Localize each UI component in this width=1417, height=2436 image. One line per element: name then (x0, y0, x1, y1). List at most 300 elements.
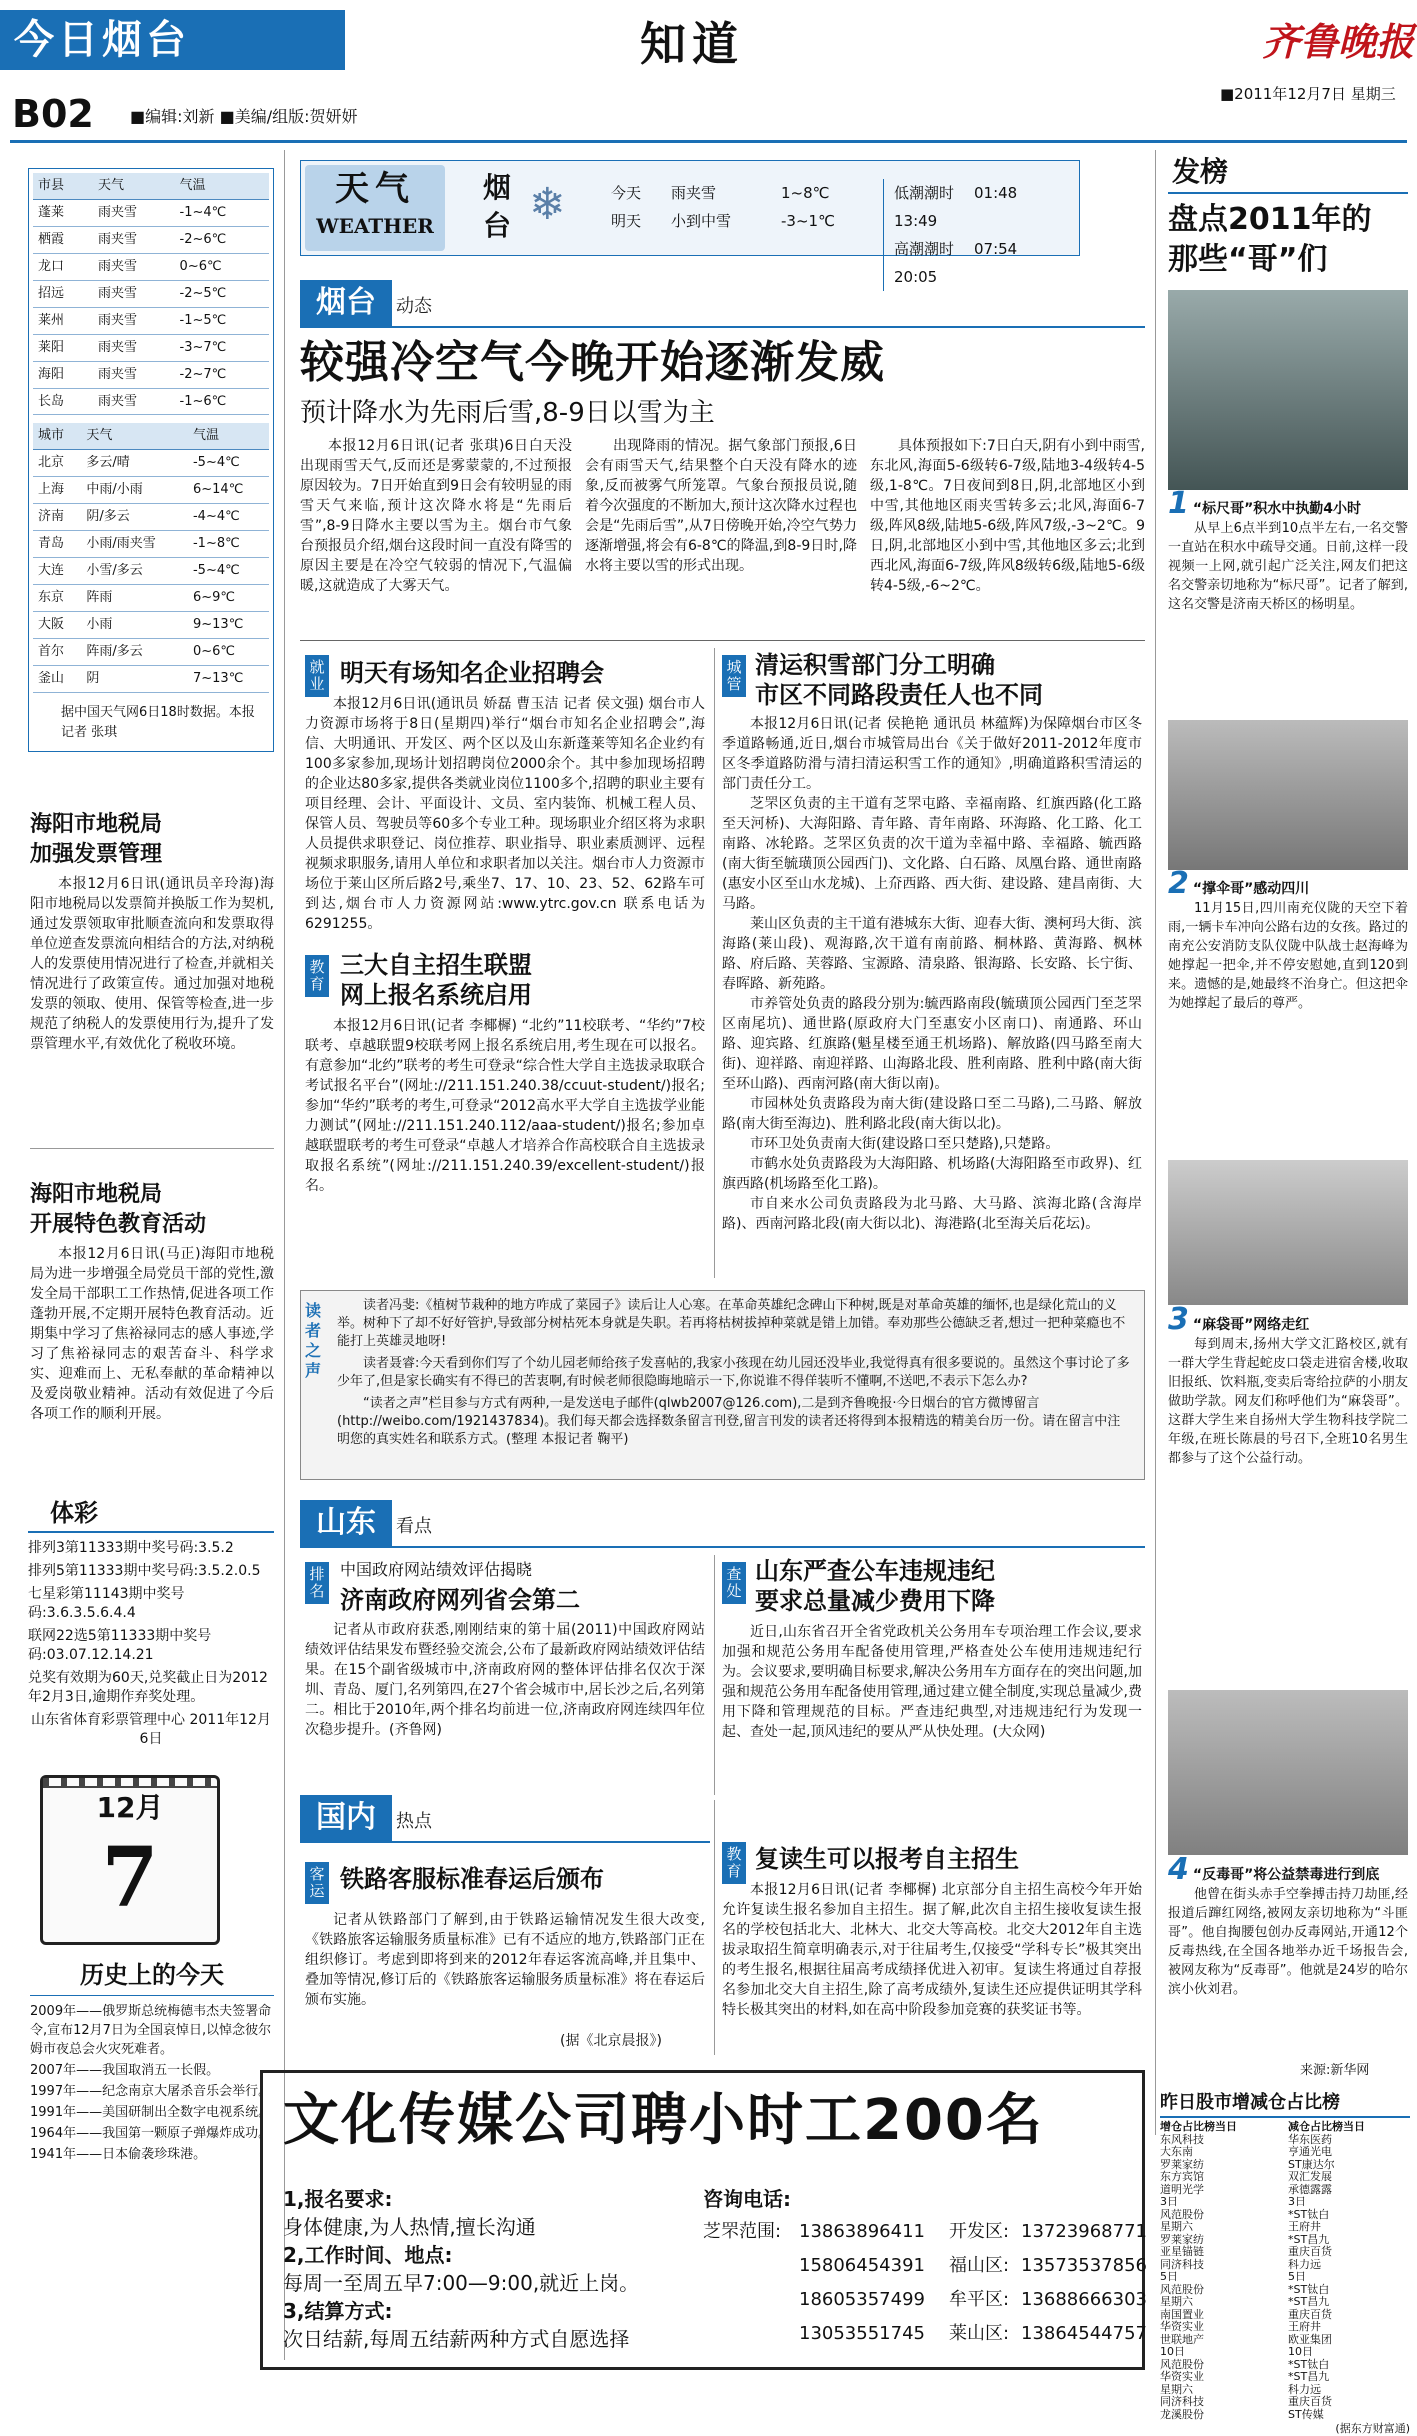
fabang-item-1 (1168, 486, 1408, 614)
job-tag: 就业 (305, 655, 329, 697)
table-cell: 上海 (33, 477, 81, 504)
history-item: 2009年——俄罗斯总统梅德韦杰夫签署命令,宣布12月7日为全国哀悼日,以悼念彼尔姆市夜总会火灾死难者。 (30, 2004, 272, 2057)
voice-body (337, 1297, 1133, 1453)
divider (714, 648, 715, 1278)
fabang-item-title (1168, 1852, 1408, 1887)
stocks-box (1160, 2090, 1410, 2435)
snow-tag: 城管 (722, 655, 746, 697)
calendar-rings (43, 1778, 217, 1788)
table-row (33, 226, 269, 253)
tax2-body: 本报12月6日讯(马正)海阳市地税局为进一步增强全局党员干部的党性,激发全局干部职工工作热情,促进各项工作蓬勃开展,不定期开展特色教育活动。近期集中学习了焦裕禄同志的感人事迹,学习了焦裕禄同志的艰苦奋斗、科学求实、迎难而上、无私奉献的革命精神以及爱岗敬业精神。活动有效促进了今后各项工作的顺利开展。 (30, 1246, 274, 1422)
table-cell: 大阪 (33, 612, 81, 639)
stock-item: 华资实业 (1160, 2370, 1204, 2383)
tide-cell: 高潮潮时 (894, 240, 955, 258)
stock-item: *ST钛白 (1288, 2282, 1330, 2296)
yantai-col2: 出现降雨的情况。据气象部门预报,6日会有雨雪天气,结果整个白天没有降水的迹象,反而被雾气所笼罩。气象台预报员说,随着今次强度的不断加大,预计这次降水过程也会是“先雨后雪”,从7日傍晚开始,冷空气势力逐渐增强,将会有6-8℃的降温,到8-9日时,降水将主要以雪的形式出现。 (585, 438, 857, 574)
stock-item: 罗莱家纺 (1160, 2232, 1204, 2246)
fabang-item-heading: “标尺哥”积水中执勤4小时 (1192, 501, 1362, 517)
table-row (33, 388, 269, 415)
stock-item: 亨通光电 (1288, 2145, 1332, 2158)
ad-phone-row (703, 2215, 1147, 2249)
car-title2: 要求总量减少费用下降 (755, 1587, 995, 1615)
table-cell: -5~4℃ (188, 450, 269, 477)
col-header: 市县 (33, 173, 93, 199)
city-weather-body (33, 450, 269, 692)
table-cell: 大连 (33, 558, 81, 585)
table-row (33, 334, 269, 361)
forecast-cell: -3~1℃ (781, 212, 835, 230)
table-row (33, 665, 269, 692)
stock-item: 星期六 (1160, 2295, 1193, 2308)
stock-item: 科力远 (1288, 2382, 1321, 2396)
forecast-row (611, 179, 871, 207)
tide-cell: 13:49 (894, 212, 938, 230)
lottery-item: 七星彩第11143期中奖号码:3.6.3.5.6.4.4 (28, 1586, 185, 1621)
county-weather-body (33, 199, 269, 415)
weather-source-note: 据中国天气网6日18时数据。本报记者 张琪 (61, 704, 255, 740)
section-label: 烟台 (300, 280, 392, 326)
ad-item: 次日结薪,每周五结薪两种方式自愿选择 (283, 2327, 630, 2351)
voice-paragraph: 读者聂睿:今天看到你们写了个幼儿园老师给孩子发喜帖的,我家小孩现在幼儿园还没毕业,我觉得真有很多要说的。虽然这个事讨论了多少年了,但是家长确实有不得已的苦衷啊,有时候老师很隐晦地暗示一下,你说谁不得佯装听不懂啊,不送吧,不表示下怎么办? (337, 1356, 1130, 1389)
edu-title2: 网上报名系统启用 (340, 981, 532, 1009)
section-sub: 热点 (396, 1811, 432, 1832)
yantai-subhead: 预计降水为先雨后雪,8-9日以雪为主 (300, 398, 715, 428)
ad-phone-row (703, 2283, 1147, 2317)
stock-item: 华东医药 (1288, 2132, 1332, 2146)
table-cell: 莱阳 (33, 334, 93, 361)
stock-item: 王府井 (1288, 2320, 1321, 2333)
table-cell: -2~5℃ (175, 280, 269, 307)
fabang-item-body: 11月15日,四川南充仪陇的天空下着雨,一辆卡车冲向公路右边的女孩。路过的南充公安消防支队仪陇中队战士赵海峰为她撑起一把伞,并不停安慰她,直到120到来。遗憾的是,她最终不治身亡。但这把伞为她撑起了最后的尊严。 (1168, 901, 1408, 1011)
section-sub: 看点 (396, 1516, 432, 1537)
table-cell: 中雨/小雨 (81, 477, 188, 504)
table-cell: 阴 (81, 665, 188, 692)
fabang-item-2 (1168, 866, 1408, 1013)
ad-phone-cell: 13053551745 (799, 2323, 925, 2344)
stock-item: 星期六 (1160, 2382, 1193, 2396)
stock-item: 东方宾馆 (1160, 2170, 1204, 2183)
stock-item: 风范股份 (1160, 2207, 1204, 2221)
table-row (33, 638, 269, 665)
history-item: 1964年——我国第一颗原子弹爆炸成功。 (30, 2126, 272, 2141)
tax1-title1: 海阳市地税局 (30, 812, 163, 837)
tax1-body: 本报12月6日讯(通讯员辛玲海)海阳市地税局以发票简并换版工作为契机,通过发票领取审批顺查流向和发票取得单位逆查发票流向相结合的方法,对纳税人的发票使用情况进行了检查,并就相关情况进行了政策宣传。通过加强对地税发票的领取、使用、保管等检查,进一步规范了纳税人的发票使用行为,提升了发票管理水平,有效优化了税收环境。 (30, 876, 274, 1052)
lottery-item: 排列5第11333期中奖号码:3.5.2.0.5 (28, 1563, 261, 1579)
rank-kicker: 中国政府网站绩效评估揭晓 (340, 1560, 533, 1579)
history-title: 历史上的今天 (30, 1955, 274, 1996)
lottery-item: 联网22选5第11333期中奖号码:03.07.12.14.21 (28, 1628, 212, 1663)
weather-badge (305, 165, 445, 251)
voice-paragraph: “读者之声”栏目参与方式有两种,一是发送电子邮件(qlwb2007@126.com),二是到齐鲁晚报·今日烟台的官方微博留言(http://weibo.com/1921437834)。我们每天都会选择数条留言刊登,留言刊发的读者还将得到本报精选的精美台历一份。请在留言中注明您的真实姓名和联系方式。(整理 本报记者 鞠平) (337, 1396, 1121, 1447)
fabang-item-title (1168, 486, 1408, 521)
stock-item: 大东南 (1160, 2145, 1193, 2158)
stocks-col2-head: 减仓占比榜当日 (1288, 2120, 1365, 2133)
table-cell: 雨夹雪 (93, 334, 175, 361)
fabang-item-number: 3 (1168, 1302, 1189, 1337)
photo-police (1168, 290, 1408, 490)
stock-item: 重庆百货 (1288, 2395, 1332, 2408)
header-title: 今日烟台 (14, 17, 190, 63)
stock-item: 同济科技 (1160, 2395, 1204, 2408)
fabang-source: 来源:新华网 (1300, 2063, 1370, 2078)
ad-phone-cell: 13863896411 (799, 2221, 925, 2242)
table-cell: 7~13℃ (188, 665, 269, 692)
table-row (33, 280, 269, 307)
rail-title: 铁路客服标准春运后颁布 (340, 1865, 604, 1893)
ad-requirements (283, 2185, 639, 2353)
forecast-cell: 明天 (611, 212, 642, 230)
table-cell: 阵雨/多云 (81, 638, 188, 665)
stock-item: 科力远 (1288, 2257, 1321, 2271)
tide-row (894, 179, 1079, 235)
history-box (30, 1955, 274, 2166)
table-cell: -5~4℃ (188, 558, 269, 585)
stock-item: 风范股份 (1160, 2282, 1204, 2296)
stock-item: 龙溪股份 (1160, 2407, 1204, 2421)
calendar-month: 12月 (96, 1791, 164, 1824)
table-row (33, 307, 269, 334)
table-cell: 龙口 (33, 253, 93, 280)
table-cell: 招远 (33, 280, 93, 307)
ad-item: 身体健康,为人热情,擅长沟通 (283, 2215, 536, 2239)
section-sub: 动态 (396, 296, 432, 317)
stock-item: *ST昌九 (1288, 2370, 1330, 2383)
retake-title: 复读生可以报考自主招生 (755, 1845, 1019, 1873)
fabang-item-body: 每到周末,扬州大学文汇路校区,就有一群大学生背起蛇皮口袋走进宿舍楼,收取旧报纸、饮料瓶,变卖后寄给拉萨的小朋友做助学款。网友们称呼他们为“麻袋哥”。这群大学生来自扬州大学生物科技学院二年级,在班长陈晨的号召下,全班10名男生都参与了这个公益行动。 (1168, 1337, 1408, 1466)
history-item: 1997年——纪念南京大屠杀音乐会举行。 (30, 2084, 272, 2099)
table-cell: 东京 (33, 585, 81, 612)
section-label: 山东 (300, 1500, 392, 1546)
table-row (33, 253, 269, 280)
stock-item: 华资实业 (1160, 2320, 1204, 2333)
table-cell: 栖霞 (33, 226, 93, 253)
history-list (30, 2002, 274, 2164)
photo-students (1168, 1160, 1408, 1305)
table-cell: 雨夹雪 (93, 280, 175, 307)
fabang-item-heading: “撑伞哥”感动四川 (1192, 881, 1310, 897)
table-row (33, 531, 269, 558)
table-cell: 雨夹雪 (93, 253, 175, 280)
table-row (33, 585, 269, 612)
fabang-item-heading: “反毒哥”将公益禁毒进行到底 (1192, 1867, 1380, 1883)
table-row (33, 361, 269, 388)
table-cell: -2~7℃ (175, 361, 269, 388)
ad-phone-cell: 13864544757 (1021, 2323, 1147, 2344)
table-cell: -4~4℃ (188, 504, 269, 531)
fabang-item-number: 2 (1168, 866, 1189, 901)
stock-item: 重庆百货 (1288, 2245, 1332, 2258)
stock-item: *ST昌九 (1288, 2232, 1330, 2246)
stock-item: 风范股份 (1160, 2357, 1204, 2371)
city-weather-table (33, 423, 269, 692)
car-tag: 查处 (722, 1562, 746, 1604)
divider (714, 1555, 715, 1795)
col-header: 天气 (81, 423, 188, 449)
ad-phone-cell: 莱山区: (949, 2323, 1010, 2344)
yantai-col1: 本报12月6日讯(记者 张琪)6日白天没出现雨雪天气,反而还是雾蒙蒙的,不过预报原因较为。7日开始直到9日会有较明显的雨雪天气来临,预计这次降水将是“先雨后雪”,8-9日降水主要以雪为主。烟台市气象台预报员介绍,烟台这段时间一直没有降雪的原因主要是在冷空气较弱的情况下,气温偏暖,这就造成了大雾天气。 (300, 438, 572, 594)
ad-phone-cell: 开发区: (949, 2221, 1010, 2242)
col-header: 城市 (33, 423, 81, 449)
voice-paragraph: 读者冯斐:《植树节栽种的地方咋成了菜园子》读后让人心寒。在革命英雄纪念碑山下种树,既是对革命英雄的缅怀,也是绿化荒山的义举。树种下了却不好好管护,导致部分树枯死本身就是失职。若再将枯树拔掉种菜就是错上加错。奉劝那些公德缺乏者,想过一把种菜瘾也不能打上英雄灵地呀! (337, 1298, 1126, 1349)
stocks-col1 (1160, 2134, 1282, 2422)
stocks-title: 昨日股市增减仓占比榜 (1160, 2090, 1410, 2118)
forecast-cell: 小到中雪 (671, 212, 732, 230)
table-cell: 小雨 (81, 612, 188, 639)
fabang-headline2: 那些“哥”们 (1168, 242, 1328, 277)
snow-paragraph: 市鹤水处负责路段为大海阳路、机场路(大海阳路至市政界)、红旗西路(机场路至化工路)。 (722, 1156, 1142, 1192)
col-header: 气温 (188, 423, 269, 449)
stocks-col1-head: 增仓占比榜当日 (1160, 2120, 1237, 2133)
tide-cell: 低潮潮时 (894, 184, 955, 202)
issue-date: ■2011年12月7日 星期三 (1220, 85, 1396, 103)
rank-title: 济南政府网列省会第二 (340, 1586, 580, 1614)
table-cell: -3~7℃ (175, 334, 269, 361)
table-cell: -1~6℃ (175, 388, 269, 415)
table-cell: 阴/多云 (81, 504, 188, 531)
county-weather-table (33, 173, 269, 415)
stock-item: 3日 (1160, 2195, 1178, 2208)
stock-item: 重庆百货 (1288, 2307, 1332, 2321)
ad-item: 2,工作时间、地点: (283, 2243, 453, 2267)
snow-icon: ❄ (529, 179, 566, 230)
table-header-row (33, 173, 269, 199)
stock-item: 罗莱家纺 (1160, 2157, 1204, 2171)
forecast-cell: 雨夹雪 (671, 184, 717, 202)
snow-paragraph: 市园林处负责路段为南大街(建设路口至二马路),二马路、解放路(南大街至海边)、胜利路北段(南大街以北)。 (722, 1096, 1142, 1132)
rail-tag: 客运 (305, 1862, 329, 1904)
photo-antidrug (1168, 1690, 1408, 1855)
table-cell: -1~4℃ (175, 199, 269, 226)
snow-paragraph: 市养管处负责的路段分别为:毓西路南段(毓璜顶公园西门至芝罘区南尾坑)、通世路(原政府大门至惠安小区南口)、南通路、环山路、迎宾路、红旗路(魁星楼至通王机场路)、解放路(四马路至南大街)、迎祥路、南迎祥路、山海路北段、胜利南路、胜利中路(南大街至环山路)、西南河路(南大街以南)。 (722, 996, 1142, 1092)
voice-tag: 读者之声 (305, 1301, 322, 1380)
forecast-cell: 1~8℃ (781, 184, 830, 202)
voice-box (300, 1290, 1145, 1480)
weather-badge-sub: WEATHER (316, 214, 434, 238)
col-header: 天气 (93, 173, 175, 199)
table-cell: 多云/晴 (81, 450, 188, 477)
stock-item: 承德露露 (1288, 2182, 1332, 2196)
weather-city: 烟台 (483, 171, 512, 242)
photo-umbrella (1168, 720, 1408, 870)
lottery-title: 体彩 (28, 1495, 274, 1533)
ad-item: 3,结算方式: (283, 2299, 393, 2323)
guonei-section-header (300, 1795, 710, 1843)
table-row (33, 612, 269, 639)
retake-tag: 教育 (722, 1842, 746, 1884)
table-cell: -2~6℃ (175, 226, 269, 253)
tax2-title2: 开展特色教育活动 (30, 1212, 207, 1237)
ad-phone-cell: 13688666303 (1021, 2289, 1147, 2310)
yantai-headline: 较强冷空气今晚开始逐渐发威 (300, 337, 885, 388)
fabang-title: 发榜 (1168, 152, 1408, 194)
stock-item: 王府井 (1288, 2220, 1321, 2233)
fabang-item-3 (1168, 1302, 1408, 1468)
table-cell: 阵雨 (81, 585, 188, 612)
table-cell: 海阳 (33, 361, 93, 388)
ad-phone-row (703, 2249, 1147, 2283)
stock-item: ST传媒 (1288, 2407, 1324, 2421)
history-item: 2007年——我国取消五一长假。 (30, 2063, 220, 2078)
table-row (33, 558, 269, 585)
ad-phone-cell: 18605357499 (799, 2289, 925, 2310)
table-cell: 首尔 (33, 638, 81, 665)
table-cell: 小雪/多云 (81, 558, 188, 585)
stock-item: 10日 (1160, 2345, 1185, 2358)
snow-paragraph: 市环卫处负责南大街(建设路口至只楚路),只楚路。 (750, 1136, 1060, 1152)
column-rule-left (284, 150, 285, 2360)
calendar (40, 1775, 220, 1945)
ad-phones (703, 2215, 1147, 2351)
edu-title1: 三大自主招生联盟 (340, 951, 532, 979)
ad-phone-cell: 芝罘范围: (703, 2221, 782, 2242)
ad-phone-cell: 牟平区: (949, 2289, 1010, 2310)
shandong-section-header (300, 1500, 1145, 1548)
tide-cell: 07:54 (974, 240, 1018, 258)
stock-item: 东风科技 (1160, 2132, 1204, 2146)
fabang-item-body: 他曾在街头赤手空拳搏击持刀劫匪,经报道后蹿红网络,被网友亲切地称为“斗匪哥”。他自掏腰包创办反毒网站,开通12个反毒热线,在全国各地举办近千场报告会,被网友称为“反毒哥”。他就是24岁的哈尔滨小伙刘君。 (1168, 1887, 1408, 1997)
fabang-item-4 (1168, 1852, 1408, 1999)
header-section: 知道 (640, 17, 744, 71)
rail-source: (据《北京晨报》) (560, 2033, 662, 2049)
stock-item: 星期六 (1160, 2220, 1193, 2233)
divider (300, 640, 1145, 641)
tide-table (883, 179, 1079, 291)
ad-phone-cell: 15806454391 (799, 2255, 925, 2276)
tax2-title1: 海阳市地税局 (30, 1182, 163, 1207)
calendar-day: 7 (101, 1830, 159, 1926)
stock-item: *ST钛白 (1288, 2357, 1330, 2371)
stock-item: 双汇发展 (1288, 2170, 1332, 2183)
col-header: 气温 (175, 173, 269, 199)
rail-body: 记者从铁路部门了解到,由于铁路运输情况发生很大改变,《铁路旅客运输服务质量标准》已有不适应的地方,铁路部门正在组织修订。考虑到即将到来的2012年春运客流高峰,并且集中、叠加等情况,修订后的《铁路旅客运输服务质量标准》将在春运后颁布实施。 (305, 1912, 705, 2008)
table-header-row (33, 423, 269, 449)
snow-paragraph: 莱山区负责的主干道有港城东大街、迎春大街、澳柯玛大街、滨海路(莱山段)、观海路,次干道有南前路、桐林路、黄海路、枫林路、府后路、芙蓉路、宝源路、清泉路、银海路、长安路、长宁街、春晖路、新苑路。 (722, 916, 1142, 992)
table-cell: 雨夹雪 (93, 307, 175, 334)
job-body: 本报12月6日讯(通讯员 娇磊 曹玉洁 记者 侯文强) 烟台市人力资源市场将于8日(星期四)举行“烟台市知名企业招聘会”,海信、大明通讯、开发区、两个区以及山东新蓬莱等知名企业约有100多家参加,现场计划招聘岗位2000余个。其中参加现场招聘的企业达80多家,提供各类就业岗位1100多个,招聘的职业主要有项目经理、会计、平面设计、文员、室内装饰、机械工程人员、保管人员、驾驶员等60多个专业工种。现场职业介绍区将为求职人员提供求职登记、岗位推荐、职业指导、职业素质测评、远程视频求职服务,请用人单位和求职者加以关注。烟台市人力资源市场位于莱山区所后路2号,乘坐7、17、10、23、52、62路车可到达,烟台市人力资源网站:www.ytrc.gov.cn 联系电话为6291255。 (305, 696, 705, 932)
stock-item: 欧亚集团 (1288, 2332, 1332, 2346)
table-cell: 雨夹雪 (93, 361, 175, 388)
ad-phone-row (703, 2317, 1147, 2351)
stock-item: 10日 (1288, 2345, 1313, 2358)
stock-item: 3日 (1288, 2195, 1306, 2208)
table-cell: 济南 (33, 504, 81, 531)
table-cell: 雨夹雪 (93, 388, 175, 415)
table-cell: 北京 (33, 450, 81, 477)
stocks-col2 (1288, 2134, 1410, 2422)
table-cell: 0~6℃ (188, 638, 269, 665)
stock-item: 南国置业 (1160, 2307, 1204, 2321)
table-cell: 6~14℃ (188, 477, 269, 504)
tide-cell: 01:48 (974, 184, 1018, 202)
forecast-row (611, 207, 871, 235)
stock-item: *ST昌九 (1288, 2295, 1330, 2308)
table-cell: 6~9℃ (188, 585, 269, 612)
table-cell: 小雨/雨夹雪 (81, 531, 188, 558)
ad-item: 1,报名要求: (283, 2187, 393, 2211)
stock-item: ST康达尔 (1288, 2157, 1335, 2171)
table-cell: 莱州 (33, 307, 93, 334)
yantai-section-header (300, 280, 1145, 328)
table-cell: 蓬莱 (33, 199, 93, 226)
stock-item: *ST钛白 (1288, 2207, 1330, 2221)
snow-title1: 清运积雪部门分工明确 (755, 651, 995, 679)
stock-item: 5日 (1160, 2270, 1178, 2283)
table-cell: -1~5℃ (175, 307, 269, 334)
table-cell: -1~8℃ (188, 531, 269, 558)
lottery-item: 兑奖有效期为60天,兑奖截止日为2012年2月3日,逾期作弃奖处理。 (28, 1670, 268, 1705)
table-cell: 长岛 (33, 388, 93, 415)
tax1-title2: 加强发票管理 (30, 842, 163, 867)
yantai-col3: 具体预报如下:7日白天,阴有小到中雨雪,东北风,海面5-6级转6-7级,陆地3-4级转4-5级,1-8℃。7日夜间到8日,阴,北部地区小到中雪,其他地区雨夹雪转多云;北风,海面6-7级,阵风8级,陆地5-6级,阵风7级,-3~2℃。9日,阴,北部地区小到中雪,其他地区多云;北到西北风,海面6-7级,阵风8级转6级,陆地5-6级转4-5级,-6~2℃。 (870, 438, 1145, 594)
fabang-item-title (1168, 1302, 1408, 1337)
lottery-list (28, 1539, 274, 1707)
table-row (33, 504, 269, 531)
ad-tel-label: 咨询电话: (703, 2187, 791, 2211)
snow-paragraph: 市自来水公司负责路段为北马路、大马路、滨海北路(含海岸路)、西南河路北段(南大街以北)、海港路(北至海关后花坛)。 (722, 1196, 1142, 1232)
stocks-source: (据东方财富通) (1335, 2422, 1410, 2435)
page-number: B02 (12, 92, 94, 136)
fabang-headline1: 盘点2011年的 (1168, 202, 1372, 237)
snow-paragraph: 本报12月6日讯(记者 侯艳艳 通讯员 林蕴辉)为保障烟台市区冬季道路畅通,近日,烟台市城管局出台《关于做好2011-2012年度市区冬季道路防滑与清扫清运积雪工作的通知》,明确道路积雪清运的部门责任分工。 (722, 716, 1142, 792)
rank-body: 记者从市政府获悉,刚刚结束的第十届(2011)中国政府网站绩效评估结果发布暨经验交流会,公布了最新政府网站绩效评估结果。在15个副省级城市中,济南政府网的整体评估排名仅次于深圳、青岛、厦门,名列第四,在27个省会城市中,居长沙之后,名列第二。相比于2010年,两个排名均前进一位,济南政府网连续四年位次稳步提升。(齐鲁网) (305, 1622, 705, 1738)
fabang-item-body: 从早上6点半到10点半左右,一名交警一直站在积水中疏导交通。日前,这样一段视频一上网,就引起广泛关注,网友们把这名交警亲切地称为“标尺哥”。记者了解到,这名交警是济南天桥区的杨明星。 (1168, 521, 1408, 612)
history-item: 1941年——日本偷袭珍珠港。 (30, 2147, 207, 2162)
stock-item: 同济科技 (1160, 2257, 1204, 2271)
table-cell: 雨夹雪 (93, 199, 175, 226)
job-ad (260, 2070, 1145, 2370)
tax2-article (30, 1180, 274, 1424)
stock-item: 道明光学 (1160, 2182, 1204, 2196)
forecast-cell: 今天 (611, 184, 642, 202)
weather-table-box (28, 168, 274, 752)
weather-forecast (611, 179, 871, 235)
edu-tag: 教育 (305, 955, 329, 997)
fabang-item-heading: “麻袋哥”网络走红 (1192, 1317, 1310, 1333)
table-cell: 釜山 (33, 665, 81, 692)
car-body: 近日,山东省召开全省党政机关公务用车专项治理工作会议,要求加强和规范公务用车配备使用管理,严格查处公车使用违规违纪行为。会议要求,要明确目标要求,解决公务用车方面存在的突出问题,加强和规范公务用车配备使用管理,通过建立健全制度,实现总量减少,费用下降和管理规范的目标。严查违纪典型,对违规违纪行为发现一起、查处一起,顶风违纪的要从严从快处理。(大众网) (722, 1624, 1142, 1740)
job-title: 明天有场知名企业招聘会 (340, 659, 604, 687)
edu-body: 本报12月6日讯(记者 李椰樨) “北约”11校联考、“华约”7校联考、卓越联盟9校联考网上报名系统启用,考生现在可以报名。有意参加“北约”联考的考生可登录“综合性大学自主选拔录取联合考试报名平台”(网址://211.151.240.38/ccuut-student/)报名;参加“华约”联考的考生,可登录“2012高水平大学自主选拔学业能力测试”(网址://211.151.240.112/aaa-student/)报名;参加卓越联盟联考的考生可登录“卓越人才培养合作高校联合自主选拔录取报名系统”(网址://211.151.240.39/excellent-student/)报名。 (305, 1018, 705, 1194)
lottery-source: 山东省体育彩票管理中心 2011年12月6日 (31, 1712, 271, 1747)
table-row (33, 477, 269, 504)
table-cell: 青岛 (33, 531, 81, 558)
fabang-item-number: 1 (1168, 486, 1189, 521)
snow-body (722, 714, 1142, 1234)
weather-box (300, 160, 1080, 286)
snow-paragraph: 芝罘区负责的主干道有芝罘屯路、幸福南路、红旗西路(化工路至天河桥)、大海阳路、青年路、青年南路、环海路、化工路、化工南路、冰轮路。芝罘区负责的次干道为幸福中路、幸福路、毓西路(南大街至毓璜顶公园西门)、文化路、白石路、凤凰台路、通世南路(惠安小区至山水龙城)、上夼西路、西大街、建设路、建昌南街、大马路。 (722, 796, 1142, 912)
snow-title2: 市区不同路段责任人也不同 (755, 681, 1043, 709)
header-rule (10, 140, 1407, 143)
ad-phone-cell: 福山区: (949, 2255, 1010, 2276)
lottery-box (28, 1495, 274, 1749)
column-rule-right (1155, 150, 1156, 2135)
editor-line: ■编辑:刘新 ■美编/组版:贺妍妍 (130, 107, 358, 126)
rank-tag: 排名 (305, 1562, 329, 1604)
fabang-item-number: 4 (1168, 1852, 1189, 1887)
ad-title: 文化传媒公司聘小时工200名 (283, 2088, 1044, 2153)
tide-cell: 20:05 (894, 268, 938, 286)
stock-item: 亚星锚链 (1160, 2245, 1204, 2258)
lottery-item: 排列3第11333期中奖号码:3.5.2 (28, 1540, 234, 1556)
stock-item: 5日 (1288, 2270, 1306, 2283)
fabang-item-title (1168, 866, 1408, 901)
divider (714, 1800, 715, 2055)
history-item: 1991年——美国研制出全数字电视系统。 (30, 2105, 272, 2120)
table-row (33, 199, 269, 226)
tax1-article (30, 810, 274, 1054)
ad-phone-cell: 13723968771 (1021, 2221, 1147, 2242)
retake-body: 本报12月6日讯(记者 李椰樨) 北京部分自主招生高校今年开始允许复读生报名参加自主招生。据了解,此次自主招生接收复读生报名的学校包括北大、北林大、北交大等高校。北交大2012年自主选拔录取招生简章明确表示,对于往届考生,仅接受“学科专长”极其突出的考生报名,根据往届高考成绩择优进入初审。复读生将通过自荐报名参加北交大自主招生,除了高考成绩外,复读生还应提供证明其学科特长极其突出的材料,如在高中阶段参加竞赛的获奖证书等。 (722, 1882, 1142, 2018)
